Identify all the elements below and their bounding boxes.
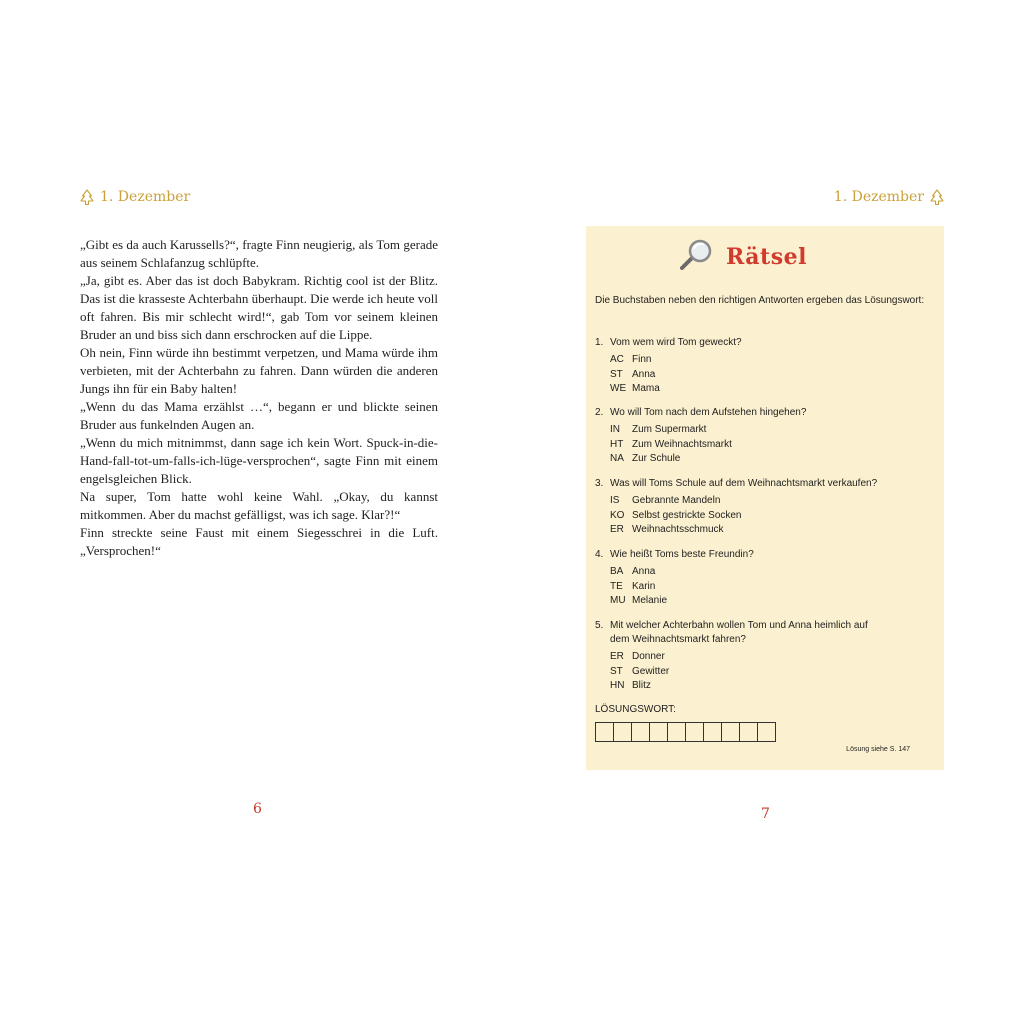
answer-text: Selbst gestrickte Socken	[632, 509, 742, 521]
left-header-label: 1. Dezember	[100, 189, 191, 205]
story-paragraph: „Wenn du das Mama erzählst …“, begann er und blickte seinen Bruder aus funkelnden Augen an.	[80, 399, 438, 432]
answer-text: Gewitter	[632, 665, 670, 677]
question-text: Wo will Tom nach dem Aufstehen hingehen?	[610, 407, 807, 418]
solution-label: LÖSUNGSWORT:	[595, 704, 676, 715]
answer-option	[610, 452, 935, 467]
answer-code: HN	[610, 680, 625, 691]
answer-text: Zur Schule	[632, 453, 681, 464]
story-paragraph: Finn streckte seine Faust mit einem Siegesschrei in die Luft. „Versprochen!“	[80, 525, 438, 558]
puzzle-question	[595, 477, 935, 538]
answer-text: Anna	[632, 368, 656, 380]
question-number: 3.	[595, 478, 604, 489]
solution-letter-box[interactable]	[721, 722, 740, 742]
puzzle-question	[595, 336, 935, 397]
answer-option	[610, 580, 935, 595]
answer-code: KO	[610, 509, 625, 521]
right-page-header	[834, 185, 944, 209]
answer-code: ER	[610, 524, 624, 535]
solution-letter-box[interactable]	[631, 722, 650, 742]
answer-text: Melanie	[632, 595, 668, 606]
puzzle-title: Rätsel	[726, 243, 807, 270]
answer-text: Zum Supermarkt	[632, 424, 707, 435]
story-paragraph: „Gibt es da auch Karussells?“, fragte Finn neugierig, als Tom gerade aus seinem Schlafanzug schlüpfte.	[80, 237, 438, 270]
story-paragraph: Na super, Tom hatte wohl keine Wahl. „Okay, du kannst mitkommen. Aber du machst gefälligst, was ich sage. Klar?!“	[80, 489, 438, 522]
story-text	[80, 236, 438, 560]
answer-text: Finn	[632, 354, 652, 365]
puzzle-box	[586, 226, 944, 770]
left-page-number: 6	[253, 801, 262, 817]
answer-code: BA	[610, 566, 624, 577]
question-text: Was will Toms Schule auf dem Weihnachtsmarkt verkaufen?	[610, 478, 878, 489]
christmas-tree-icon	[930, 189, 944, 206]
puzzle-question	[595, 548, 935, 609]
left-page-header	[80, 185, 190, 209]
answer-text: Gebrannte Mandeln	[632, 495, 721, 506]
answer-option	[610, 565, 935, 580]
answer-text: Donner	[632, 651, 665, 662]
answer-text: Weihnachtsschmuck	[632, 524, 724, 535]
answer-option	[610, 509, 935, 524]
question-number: 2.	[595, 407, 604, 418]
story-paragraph: „Wenn du mich mitnimmst, dann sage ich kein Wort. Spuck-in-die-Hand-fall-tot-um-falls-ich-lüge-versprochen“, sagte Finn mit einem engelsgleichen Blick.	[80, 435, 438, 486]
answer-code: MU	[610, 595, 626, 606]
right-header-label: 1. Dezember	[833, 189, 924, 205]
answer-text: Karin	[632, 580, 656, 592]
question-text: Mit welcher Achterbahn wollen Tom und Anna heimlich auf dem Weihnachtsmarkt fahren?	[610, 620, 868, 645]
answer-text: Mama	[632, 383, 660, 394]
solution-letter-box[interactable]	[649, 722, 668, 742]
answer-option	[610, 523, 935, 538]
answer-text: Zum Weihnachtsmarkt	[632, 438, 732, 450]
answer-code: WE	[610, 383, 627, 394]
question-number: 5.	[595, 620, 604, 631]
solution-reference: Lösung siehe S. 147	[846, 746, 910, 753]
solution-letter-box[interactable]	[685, 722, 704, 742]
story-paragraph: „Ja, gibt es. Aber das ist doch Babykram. Richtig cool ist der Blitz. Das ist die krasseste Achterbahn überhaupt. Die werde ich heute voll oft fahren. Bis mir schlecht wird!“, gab Tom vor seinem kleinen Bruder an und biss sich dann erschrocken auf die Lippe.	[80, 273, 438, 342]
answer-option	[610, 594, 935, 609]
solution-word-boxes	[595, 722, 776, 742]
answer-code: IN	[610, 424, 620, 435]
answer-text: Anna	[632, 566, 656, 577]
answer-code: HT	[610, 438, 624, 450]
solution-letter-box[interactable]	[703, 722, 722, 742]
question-text: Vom wem wird Tom geweckt?	[610, 337, 742, 348]
answer-code: AC	[610, 354, 624, 365]
puzzle-title-row	[676, 238, 807, 275]
answer-option	[610, 368, 935, 383]
puzzle-intro: Die Buchstaben neben den richtigen Antworten ergeben das Lösungswort:	[595, 295, 925, 306]
answer-code: ST	[610, 665, 623, 677]
answer-code: ER	[610, 651, 624, 662]
answer-option	[610, 438, 935, 453]
answer-option	[610, 665, 875, 680]
answer-text: Blitz	[632, 680, 651, 691]
answer-option	[610, 423, 935, 438]
answer-code: NA	[610, 453, 624, 464]
puzzle-question	[595, 406, 935, 467]
solution-letter-box[interactable]	[739, 722, 758, 742]
question-number: 4.	[595, 549, 604, 560]
answer-code: ST	[610, 368, 623, 380]
answer-option	[610, 650, 875, 665]
right-page-number: 7	[761, 806, 770, 822]
answer-option	[610, 353, 935, 368]
answer-option	[610, 679, 875, 694]
answer-code: TE	[610, 580, 623, 592]
christmas-tree-icon	[80, 189, 94, 206]
story-paragraph: Oh nein, Finn würde ihn bestimmt verpetzen, und Mama würde ihm verbieten, mit der Achterbahn zu fahren. Dann würden die anderen Jungs ihn für ein Baby halten!	[80, 345, 438, 396]
answer-option	[610, 382, 935, 397]
magnifying-glass-icon	[676, 238, 716, 275]
puzzle-question	[595, 619, 875, 694]
solution-letter-box[interactable]	[613, 722, 632, 742]
solution-letter-box[interactable]	[595, 722, 614, 742]
solution-letter-box[interactable]	[667, 722, 686, 742]
question-number: 1.	[595, 337, 604, 348]
question-text: Wie heißt Toms beste Freundin?	[610, 549, 754, 560]
answer-option	[610, 494, 935, 509]
solution-letter-box[interactable]	[757, 722, 776, 742]
answer-code: IS	[610, 495, 620, 506]
